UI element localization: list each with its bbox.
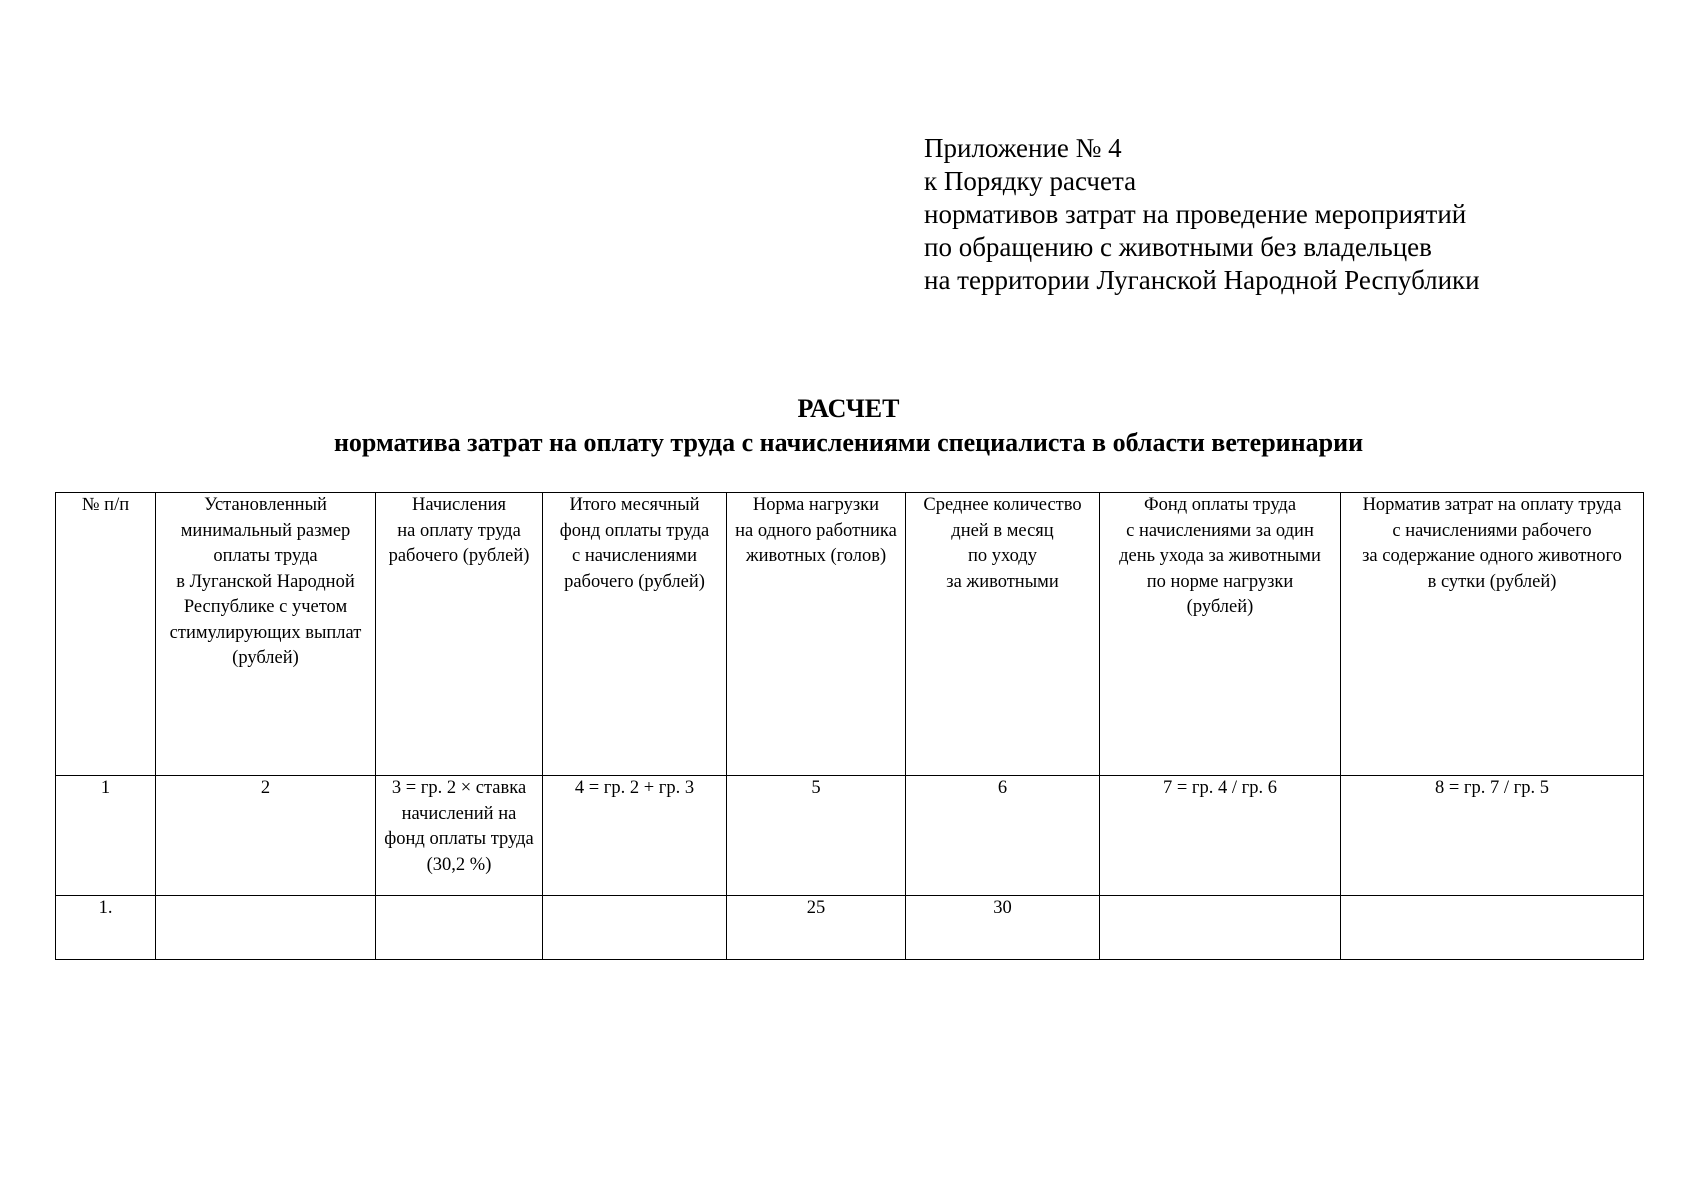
table-cell-cost-norm [1341,896,1644,960]
header-cell-text: Начисления на оплату труда рабочего (рублей) [388,495,530,566]
header-cell [376,493,543,776]
table-cell-days-per-month [906,896,1100,960]
table-header-row [56,493,1644,776]
column-index-row [56,776,1644,896]
header-cell [56,493,156,776]
appendix-line: Приложение № 4 [924,133,1122,163]
table-row [56,896,1644,960]
index-cell-text: 5 [811,778,821,798]
cell-text: 30 [993,898,1012,918]
appendix-line: на территории Луганской Народной Республики [924,265,1480,295]
index-cell [156,776,376,896]
index-cell-text: 2 [260,778,271,798]
header-cell-text: № п/п [81,495,130,515]
index-cell [1100,776,1341,896]
appendix-note [924,132,1480,297]
title-subtitle: норматива затрат на оплату труда с начислениями специалиста в области ветеринарии [333,428,1364,457]
header-cell [1341,493,1644,776]
index-cell-text: 3 = гр. 2 × ставка начислений на фонд оплаты труда (30,2 %) [384,778,534,875]
header-cell-text: Норма нагрузки на одного работника животных (голов) [735,495,897,566]
index-cell-text: 7 = гр. 4 / гр. 6 [1163,778,1277,798]
header-cell-text: Среднее количество дней в месяц по уходу за животными [923,495,1082,592]
table-cell-min-wage [156,896,376,960]
cell-text: 25 [806,898,826,918]
header-cell [1100,493,1341,776]
appendix-line: по обращению с животными без владельцев [924,232,1432,262]
header-cell-text: Фонд оплаты труда с начислениями за один день ухода за животными по норме нагрузки (рублей) [1119,495,1321,617]
index-cell [727,776,906,896]
document-title [0,392,1697,460]
header-cell [543,493,727,776]
index-cell-text: 6 [997,778,1008,798]
header-cell-text: Норматив затрат на оплату труда с начислениями рабочего за содержание одного животного в сутки (рублей) [1362,495,1622,592]
index-cell [56,776,156,896]
table-cell-load-norm [727,896,906,960]
index-cell [376,776,543,896]
header-cell [727,493,906,776]
index-cell-text: 4 = гр. 2 + гр. 3 [574,778,695,798]
calculation-table [55,492,1644,960]
index-cell-text: 1 [100,778,111,798]
table-cell-row-number [56,896,156,960]
table-cell-monthly-fund [543,896,727,960]
appendix-line: к Порядку расчета [924,166,1137,196]
index-cell [543,776,727,896]
title-main: РАСЧЕТ [797,394,900,423]
header-cell [156,493,376,776]
index-cell [1341,776,1644,896]
table-cell-daily-fund [1100,896,1341,960]
header-cell-text: Итого месячный фонд оплаты труда с начислениями рабочего (рублей) [559,495,710,592]
header-cell [906,493,1100,776]
cell-text: 1. [98,898,113,918]
header-cell-text: Установленный минимальный размер оплаты труда в Луганской Народной Республике с учетом стимулирующих выплат (рублей) [169,495,362,668]
index-cell-text: 8 = гр. 7 / гр. 5 [1435,778,1549,798]
index-cell [906,776,1100,896]
appendix-line: нормативов затрат на проведение мероприятий [924,199,1467,229]
table-cell-accruals [376,896,543,960]
